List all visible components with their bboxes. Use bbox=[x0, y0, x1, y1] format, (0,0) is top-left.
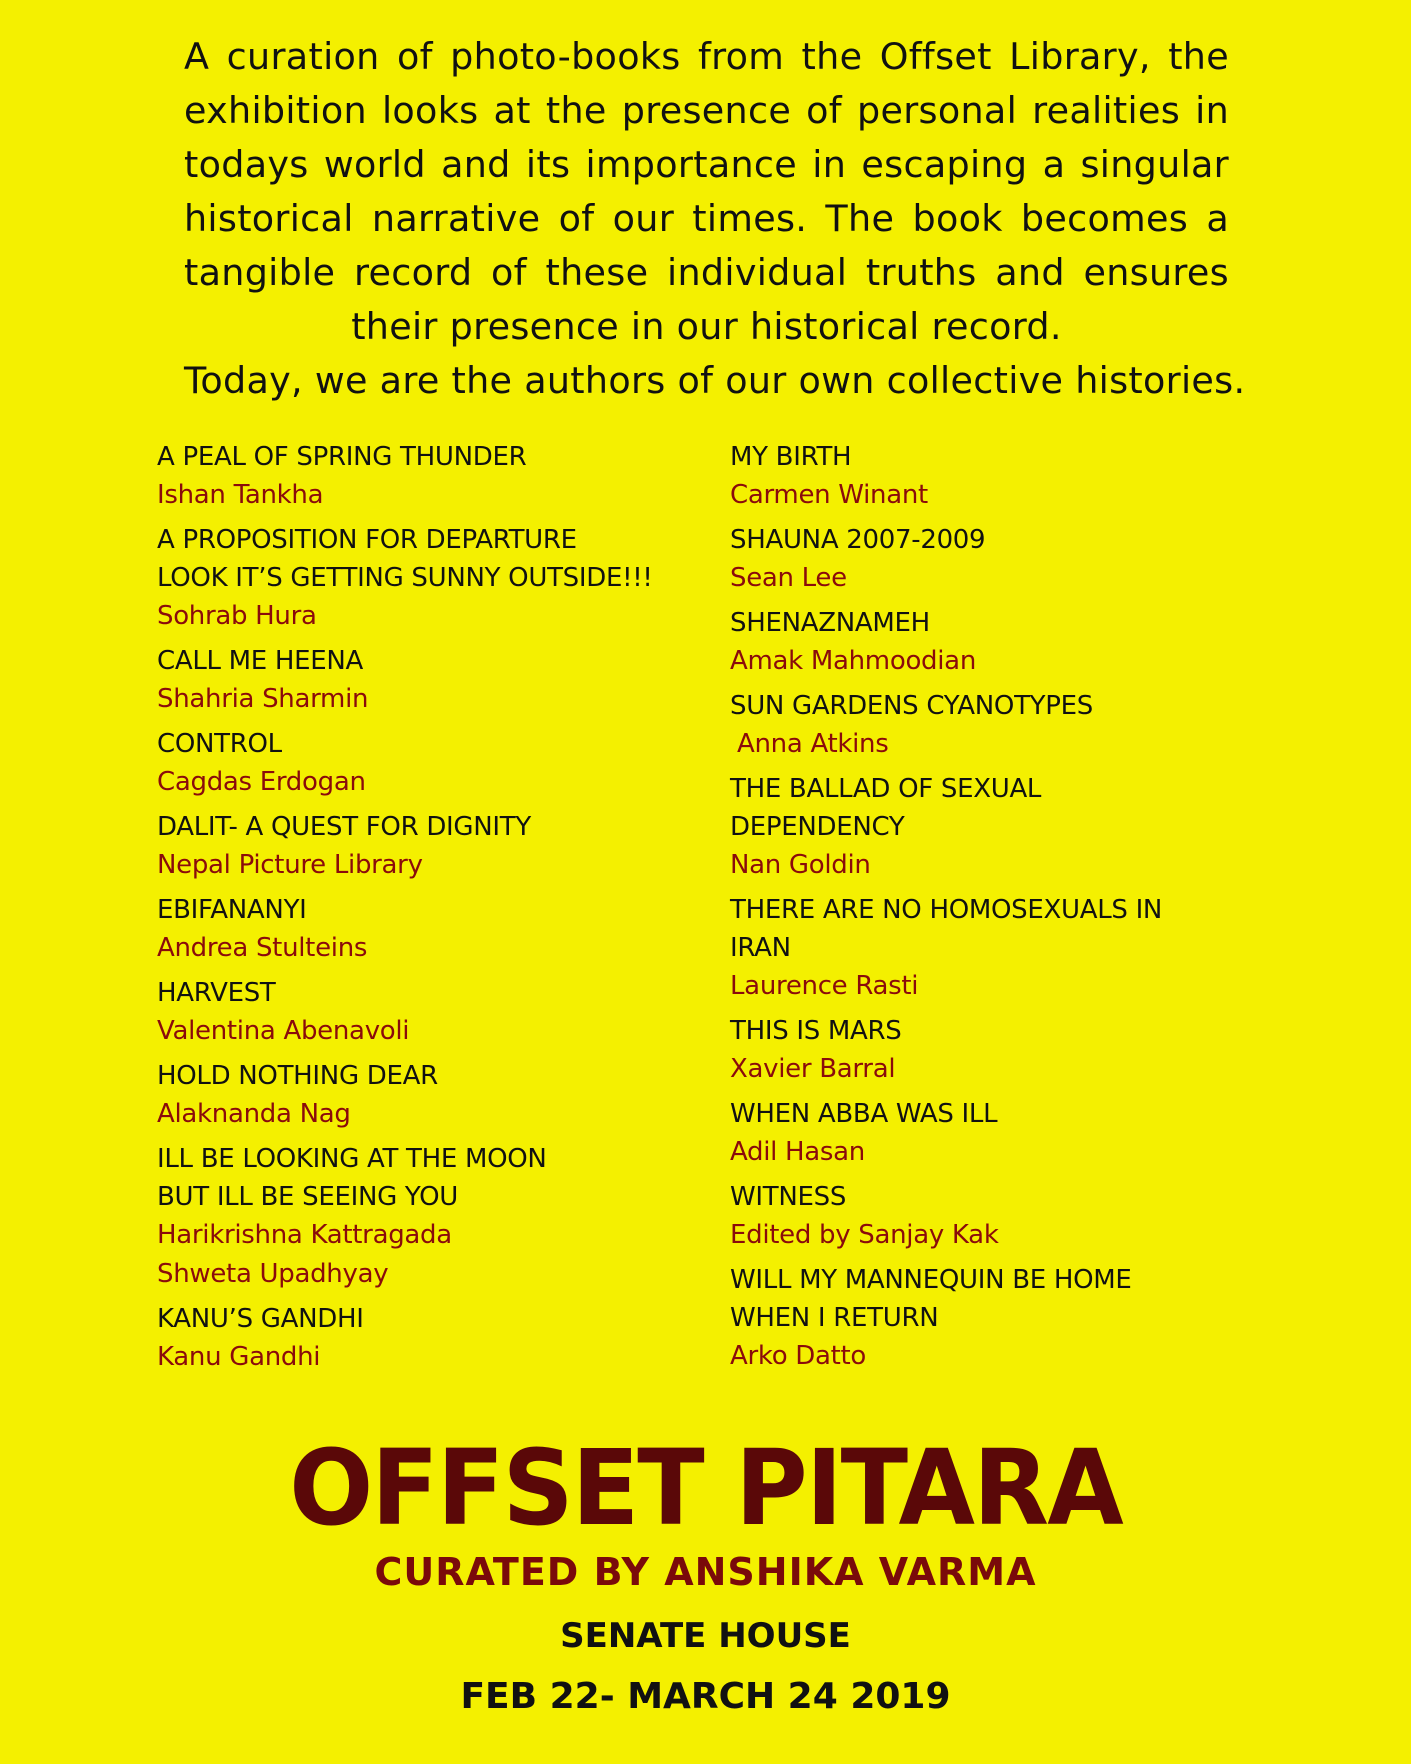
book-entry bbox=[157, 521, 717, 636]
book-entry bbox=[730, 604, 1290, 681]
book-author: Alaknanda Nag bbox=[157, 1099, 351, 1129]
intro-closing-line: Today, we are the authors of our own collective histories. bbox=[184, 359, 1246, 402]
book-list-right bbox=[730, 438, 1290, 1382]
book-title: LOOK IT’S GETTING SUNNY OUTSIDE!!! bbox=[157, 563, 653, 593]
book-title: A PROPOSITION FOR DEPARTURE bbox=[157, 525, 577, 555]
exhibition-title: OFFSET PITARA bbox=[289, 1427, 1122, 1549]
book-title: HARVEST bbox=[157, 978, 276, 1008]
book-title: DALIT- A QUEST FOR DIGNITY bbox=[157, 812, 531, 842]
book-title: SHAUNA 2007-2009 bbox=[730, 525, 986, 555]
book-author: Shahria Sharmin bbox=[157, 684, 369, 714]
book-author: Arko Datto bbox=[730, 1341, 867, 1371]
book-author: Harikrishna Kattragada bbox=[157, 1220, 452, 1250]
book-entry bbox=[730, 1012, 1290, 1089]
book-entry bbox=[730, 521, 1290, 598]
book-author: Laurence Rasti bbox=[730, 971, 919, 1001]
book-title: WHEN ABBA WAS ILL bbox=[730, 1099, 998, 1129]
book-title: CONTROL bbox=[157, 729, 282, 759]
book-entry bbox=[730, 770, 1290, 885]
book-author: Cagdas Erdogan bbox=[157, 767, 366, 797]
book-entry bbox=[730, 1178, 1290, 1255]
book-list-left bbox=[157, 438, 717, 1383]
book-author: Sohrab Hura bbox=[157, 601, 317, 631]
book-author: Nepal Picture Library bbox=[157, 850, 423, 880]
book-entry bbox=[157, 808, 717, 885]
book-entry bbox=[730, 438, 1290, 515]
book-author: Edited by Sanjay Kak bbox=[730, 1220, 999, 1250]
book-title: CALL ME HEENA bbox=[157, 646, 364, 676]
book-entry bbox=[157, 1140, 717, 1294]
book-title: SHENAZNAMEH bbox=[730, 608, 930, 638]
book-title: SUN GARDENS CYANOTYPES bbox=[730, 691, 1093, 721]
book-entry bbox=[730, 891, 1290, 1006]
book-entry bbox=[730, 1261, 1290, 1376]
book-entry bbox=[157, 642, 717, 719]
book-author: Nan Goldin bbox=[730, 850, 871, 880]
curator-credit: CURATED BY ANSHIKA VARMA bbox=[374, 1550, 1037, 1594]
book-entry bbox=[157, 1057, 717, 1134]
book-title: THE BALLAD OF SEXUAL bbox=[730, 774, 1042, 804]
book-entry bbox=[157, 438, 717, 515]
book-author: Andrea Stulteins bbox=[157, 933, 368, 963]
book-entry bbox=[157, 1300, 717, 1377]
book-title: EBIFANANYI bbox=[157, 895, 307, 925]
book-author: Adil Hasan bbox=[730, 1137, 865, 1167]
book-title: KANU’S GANDHI bbox=[157, 1304, 364, 1334]
exhibition-dates: FEB 22- MARCH 24 2019 bbox=[460, 1676, 951, 1717]
book-entry bbox=[157, 725, 717, 802]
book-title: MY BIRTH bbox=[730, 442, 852, 472]
book-author: Kanu Gandhi bbox=[157, 1342, 321, 1372]
book-author: Valentina Abenavoli bbox=[157, 1016, 410, 1046]
book-title: A PEAL OF SPRING THUNDER bbox=[157, 442, 527, 472]
book-title: DEPENDENCY bbox=[730, 812, 905, 842]
book-author: Ishan Tankha bbox=[157, 480, 324, 510]
book-author: Xavier Barral bbox=[730, 1054, 896, 1084]
book-author: Shweta Upadhyay bbox=[157, 1259, 389, 1289]
book-title: ILL BE LOOKING AT THE MOON bbox=[157, 1144, 547, 1174]
book-entry bbox=[730, 687, 1290, 764]
book-entry bbox=[157, 891, 717, 968]
intro-paragraph: A curation of photo-books from the Offset Library, the exhibition looks at the presence of personal realities in todays world and its importance in escaping a singular historical narrative of our times. The book becomes a tangible record of these individual truths and ensures their presence in our historical record. bbox=[184, 35, 1229, 348]
book-entry bbox=[730, 1095, 1290, 1172]
book-author: Amak Mahmoodian bbox=[730, 646, 976, 676]
book-title: WILL MY MANNEQUIN BE HOME bbox=[730, 1265, 1132, 1295]
book-author: Carmen Winant bbox=[730, 480, 928, 510]
book-title: THIS IS MARS bbox=[730, 1016, 902, 1046]
book-title: BUT ILL BE SEEING YOU bbox=[157, 1182, 458, 1212]
book-title: WHEN I RETURN bbox=[730, 1303, 939, 1333]
book-author: Sean Lee bbox=[730, 563, 847, 593]
book-title: HOLD NOTHING DEAR bbox=[157, 1061, 438, 1091]
venue: SENATE HOUSE bbox=[560, 1616, 851, 1656]
book-title: WITNESS bbox=[730, 1182, 847, 1212]
book-entry bbox=[157, 974, 717, 1051]
book-title: THERE ARE NO HOMOSEXUALS IN bbox=[730, 895, 1163, 925]
book-title: IRAN bbox=[730, 933, 791, 963]
book-author: Anna Atkins bbox=[737, 729, 889, 759]
intro-text bbox=[184, 30, 1246, 408]
